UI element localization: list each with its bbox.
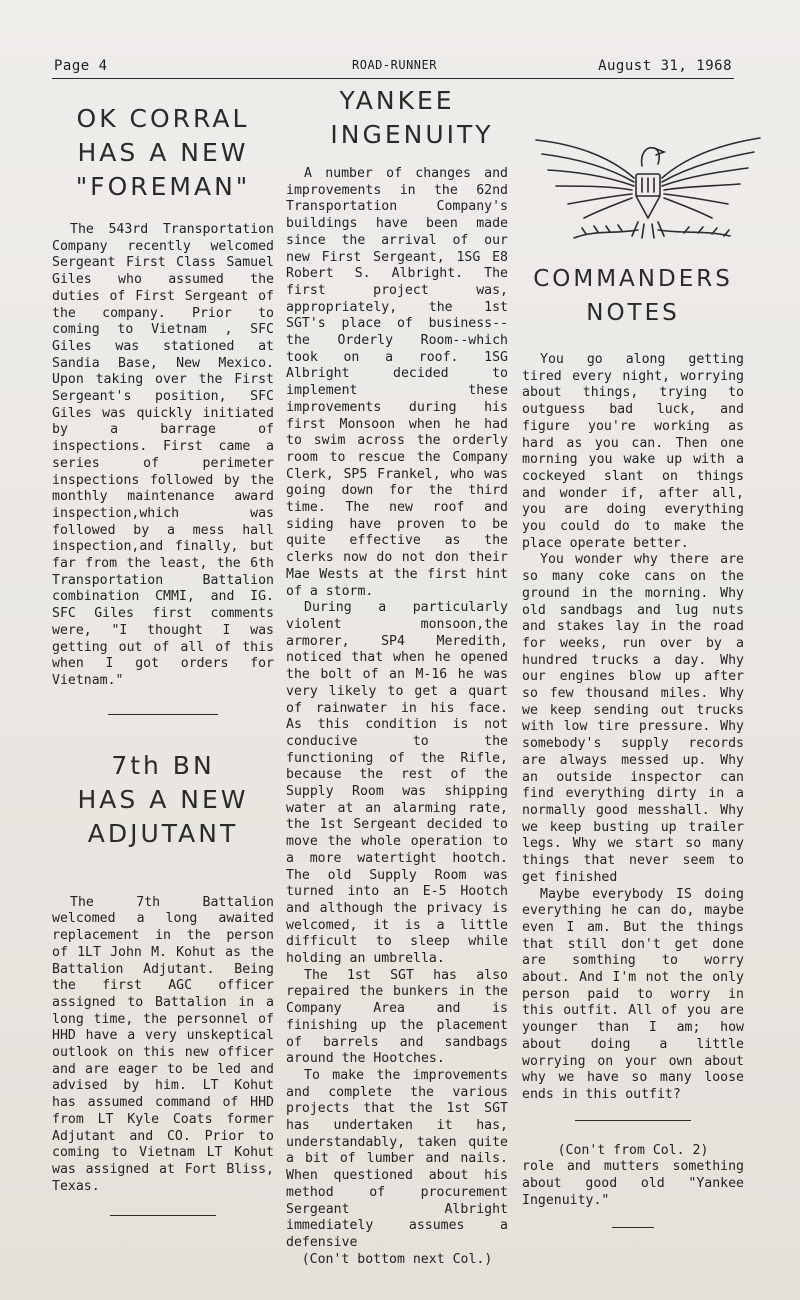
divider	[108, 714, 218, 715]
paragraph: You go along getting tired every night, worrying about things, trying to outguess bad luck, and figure you're working as hard as you can. Then one morning you wake up with a cockeyed slant on things and wonder if, after all, you are doing everything you could do to make the place operate better.	[522, 352, 744, 551]
headline-commanders-notes	[522, 262, 744, 330]
headline-ok-corral	[52, 102, 274, 204]
article-body: The 543rd Transportation Company recently welcomed Sergeant First Class Samuel Giles who assumed the duties of First Sergeant of the company. Prior to coming to Vietnam , SFC Giles was stationed at Sandia Base, New Mexico. Upon taking over the First Sergeant's position, SFC Giles was quickly initiated by a barrage of inspections. First came a series of perimeter inspections followed by the monthly maintenance award inspection,which was followed by a mess hall inspection,and finally, but far from the least, the 6th Transportation Battalion combination CMMI, and IG. SFC Giles first comments were, "I thought I was getting out of all of this when I got orders for Vietnam."	[52, 222, 274, 688]
headline-line: HAS A NEW	[77, 138, 249, 167]
page-header	[52, 56, 734, 79]
divider	[110, 1215, 216, 1216]
headline-line: YANKEE	[339, 86, 455, 115]
masthead-title: ROAD-RUNNER	[352, 58, 437, 72]
continued-note: (Con't bottom next Col.)	[301, 1251, 493, 1267]
article-body	[522, 352, 744, 1104]
divider	[575, 1120, 691, 1121]
headline-line: NOTES	[586, 300, 680, 326]
paragraph: The 1st SGT has also repaired the bunkers in the Company Area and is finishing up the placement of barrels and sandbags around the Hootches.	[286, 967, 508, 1067]
article-body: The 7th Battalion welcomed a long awaited replacement in the person of 1LT John M. Kohut as the Battalion Adjutant. Being the first AGC officer assigned to Battalion in a long time, the personnel of HHD have a very unskeptical outlook on this new officer and are eager to be led and advised by him. LT Kohut has assumed command of HHD from LT Kyle Coats former Adjutant and CO. Prior to coming to Vietnam LT Kohut was assigned at Fort Bliss, Texas.	[52, 894, 274, 1194]
column-1	[52, 84, 274, 1216]
column-2	[286, 84, 508, 1268]
column-3	[522, 84, 744, 1228]
paragraph: During a particularly violent monsoon,the armorer, SP4 Meredith, noticed that when he opened the bolt of an M-16 he was very likely to get a quart of rainwater in his face. As this condition is not conducive to the functioning of the Rifle, because the rest of the Supply Room was shipping water at an alarming rate, the 1st Sergeant decided to move the whole operation to a more watertight hootch. The old Supply Room was turned into an E-5 Hootch and although the privacy is welcomed, it is a little difficult to sleep while holding an umbrella.	[286, 600, 508, 967]
headline-line: COMMANDERS	[533, 266, 733, 292]
headline-line: INGENUITY	[330, 120, 494, 149]
headline-line: "FOREMAN"	[75, 172, 251, 201]
paragraph: To make the improvements and complete the various projects that the 1st SGT has undertaken it has, understandably, taken quite a bit of lumber and nails. When questioned about his method of procurement Sergeant Albright immediately assumes a defensive	[286, 1067, 508, 1250]
headline-line: OK CORRAL	[76, 104, 250, 133]
issue-date: August 31, 1968	[598, 58, 732, 74]
headline-line: ADJUTANT	[87, 818, 239, 848]
paragraph: You wonder why there are so many coke cans on the ground in the morning. Why old sandbags and lug nuts and stakes lay in the road for weeks, run over by a hundred trucks a day. Why our engines blow up after so few thousand miles. Why we keep sending out trucks with low tire pressure. Why somebody's supply records are always messed up. Why an outside inspector can find everything dirty in a normally good messhall. Why we keep busting up trailer legs. Why we start so many things that never seem to get finished	[522, 552, 744, 885]
continued-heading: (Con't from Col. 2)	[557, 1142, 709, 1158]
headline-line: 7th BN	[111, 750, 215, 780]
paragraph: Maybe everybody IS doing everything he can do, maybe even I am. But the things that still don't get done are somthing to worry about. And I'm not the only person paid to worry in this outfit. All of you are younger than I am; how about doing a little worrying on your own about why we have so many loose ends in this outfit?	[522, 886, 744, 1102]
article-body	[286, 166, 508, 1268]
headline-line: HAS A NEW	[77, 784, 249, 814]
paragraph: A number of changes and improvements in the 62nd Transportation Company's buildings have been made since the arrival of our new First Sergeant, 1SG E8 Robert S. Albright. The first project was, appropriately, the 1st SGT's place of business--the Orderly Room--which took on a roof. 1SG Albright decided to implement these improvements during his first Monsoon when he had to swim across the orderly room to rescue the Company Clerk, SP5 Frankel, who was going down for the third time. The new roof and siding have proven to be quite effective as the clerks now do not don their Mae Wests at the first hint of a storm.	[286, 166, 508, 599]
page-number: Page 4	[54, 58, 108, 74]
headline-yankee-ingenuity	[286, 84, 508, 152]
article-ok-corral	[52, 102, 274, 690]
headline-adjutant	[52, 749, 274, 851]
continued-text: role and mutters something about good old "Yankee Ingenuity."	[522, 1159, 744, 1208]
article-adjutant	[52, 749, 274, 1196]
divider	[612, 1227, 654, 1228]
